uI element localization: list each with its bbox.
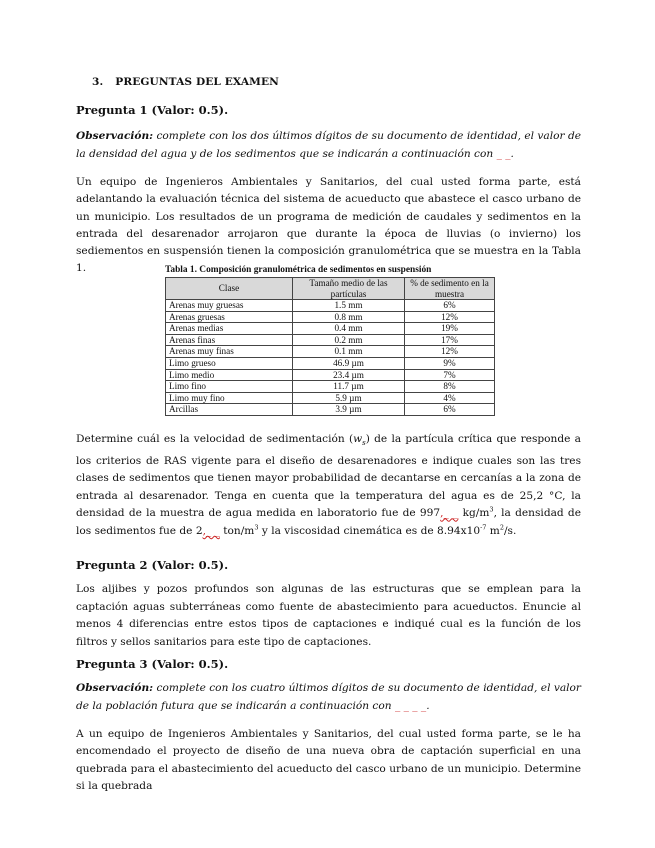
question-1-heading: Pregunta 1 (Valor: 0.5). [76,103,229,117]
viscosity-unit-exponent: 2 [499,523,504,532]
question-1-task [76,431,581,541]
observation-text: complete con los dos últimos dígitos de su documento de identidad, el valor de la densidad del agua y de los sedimentos que se indicarán a continuación con [76,130,581,160]
cell-percent: 17% [405,334,495,346]
task-text-b: ) de la partícula crítica que responde a los criterios de RAS vigente para el diseño de desarenadores e indique cuales son las tres clases de sedimentos que tienen mayor probabilidad de decantarse en cercanías a la zona de entrada al desarenador. Tenga en cuenta que la temperatura del agua es de 25,2 °C, la densidad de la muestra de agua medida en laboratorio fue de 997 [76,433,581,520]
sediment-density-blank: ,_ _ [202,525,220,538]
sediment-unit-exponent: 3 [254,523,259,532]
cell-size: 11.7 µm [293,381,405,393]
cell-size: 0.4 mm [293,323,405,335]
cell-class: Limo muy fino [166,392,293,404]
question-2-paragraph: Los aljibes y pozos profundos son algunas de las estructuras que se emplean para la captación aguas subterráneas como fuente de abastecimiento para acueductos. Enuncie al menos 4 diferencias entre estos tipos de captaciones e indiqué cual es la función de los filtros y sellos sanitarios para este tipo de captaciones. [76,583,581,648]
cell-percent: 4% [405,392,495,404]
observation-end: . [510,147,514,160]
cell-percent: 9% [405,357,495,369]
cell-class: Arenas muy finas [166,346,293,358]
table-row [166,323,495,335]
question-3-paragraph: A un equipo de Ingenieros Ambientales y Sanitarios, del cual usted forma parte, se le ha encomendado el proyecto de diseño de una nueva obra de captación superficial en una quebrada para el abastecimiento del acueducto del casco urbano de un municipio. Determine si la quebrada [76,728,581,792]
viscosity-exponent: -7 [480,523,487,532]
question-3-heading: Pregunta 3 (Valor: 0.5). [76,657,229,671]
task-text-c: , la densidad de los sedimentos fue de 2 [76,507,581,538]
viscosity-unit-end: /s. [503,525,517,538]
water-density-blank: ,_ _ [440,507,459,520]
table-row [166,300,495,312]
cell-percent: 12% [405,311,495,323]
question-1-paragraph: Un equipo de Ingenieros Ambientales y Sanitarios, del cual usted forma parte, está adelantando la evaluación técnica del sistema de acueducto que abastece el casco urbano de un municipio. Los resultados de un programa de medición de caudales y sedimentos en la entrada del desarenador arrojaron que durante la época de lluvias (o invierno) los sediementos en suspensión tienen la composición granulométrica que se muestra en la Tabla 1. [76,176,581,275]
ws-letter: w [353,433,363,445]
cell-size: 0.1 mm [293,346,405,358]
section-number: 3. [92,76,104,88]
table-row [166,334,495,346]
cell-size: 5.9 µm [293,392,405,404]
cell-size: 0.2 mm [293,334,405,346]
table-row [166,369,495,381]
cell-percent: 19% [405,323,495,335]
water-density-unit: kg/m [458,507,490,520]
question-1-observation [76,128,581,163]
observation-text: complete con los cuatro últimos dígitos de su documento de identidad, el valor de la población futura que se indicarán a continuación con [76,682,581,712]
viscosity-unit: m [486,525,500,538]
task-text-a: Determine cuál es la velocidad de sedimentación ( [76,433,354,445]
cell-size: 46.9 µm [293,357,405,369]
cell-size: 0.8 mm [293,311,405,323]
table-header-row [166,278,495,300]
cell-size: 1.5 mm [293,300,405,312]
cell-class: Limo medio [166,369,293,381]
question-2-heading: Pregunta 2 (Valor: 0.5). [76,558,229,572]
cell-percent: 7% [405,369,495,381]
cell-class: Limo fino [166,381,293,393]
cell-size: 23.4 µm [293,369,405,381]
header-class: Clase [166,278,293,300]
observation-end: . [426,699,430,712]
observation-label: Observación: [76,130,154,142]
header-size: Tamaño medio de las partículas [293,278,405,300]
cell-class: Arenas medias [166,323,293,335]
question-3-observation [76,680,581,715]
granulometry-table [165,277,495,416]
cell-percent: 8% [405,381,495,393]
section-title: PREGUNTAS DEL EXAMEN [115,76,279,88]
table-row [166,311,495,323]
cell-size: 3.9 µm [293,404,405,416]
task-text-d: y la viscosidad cinemática es de 8.94x10 [258,525,481,538]
table-row [166,381,495,393]
table-caption: Tabla 1. Composición granulométrica de sedimentos en suspensión [165,265,432,275]
cell-class: Arcillas [166,404,293,416]
header-percent: % de sedimento en la muestra [405,278,495,300]
cell-class: Arenas gruesas [166,311,293,323]
table-row [166,346,495,358]
ws-symbol [353,433,366,448]
table-row [166,357,495,369]
water-unit-exponent: 3 [489,505,494,514]
cell-percent: 6% [405,300,495,312]
cell-class: Arenas muy gruesas [166,300,293,312]
cell-class: Limo grueso [166,357,293,369]
table-row [166,392,495,404]
ws-subscript: s [362,439,366,448]
cell-percent: 6% [405,404,495,416]
section-heading [92,76,279,88]
observation-label: Observación: [76,682,154,694]
cell-class: Arenas finas [166,334,293,346]
cell-percent: 12% [405,346,495,358]
sediment-density-unit: ton/m [219,525,255,538]
observation-blank: _ _ _ _ [394,699,427,712]
observation-blank: _ _ [496,147,511,160]
table-row [166,404,495,416]
